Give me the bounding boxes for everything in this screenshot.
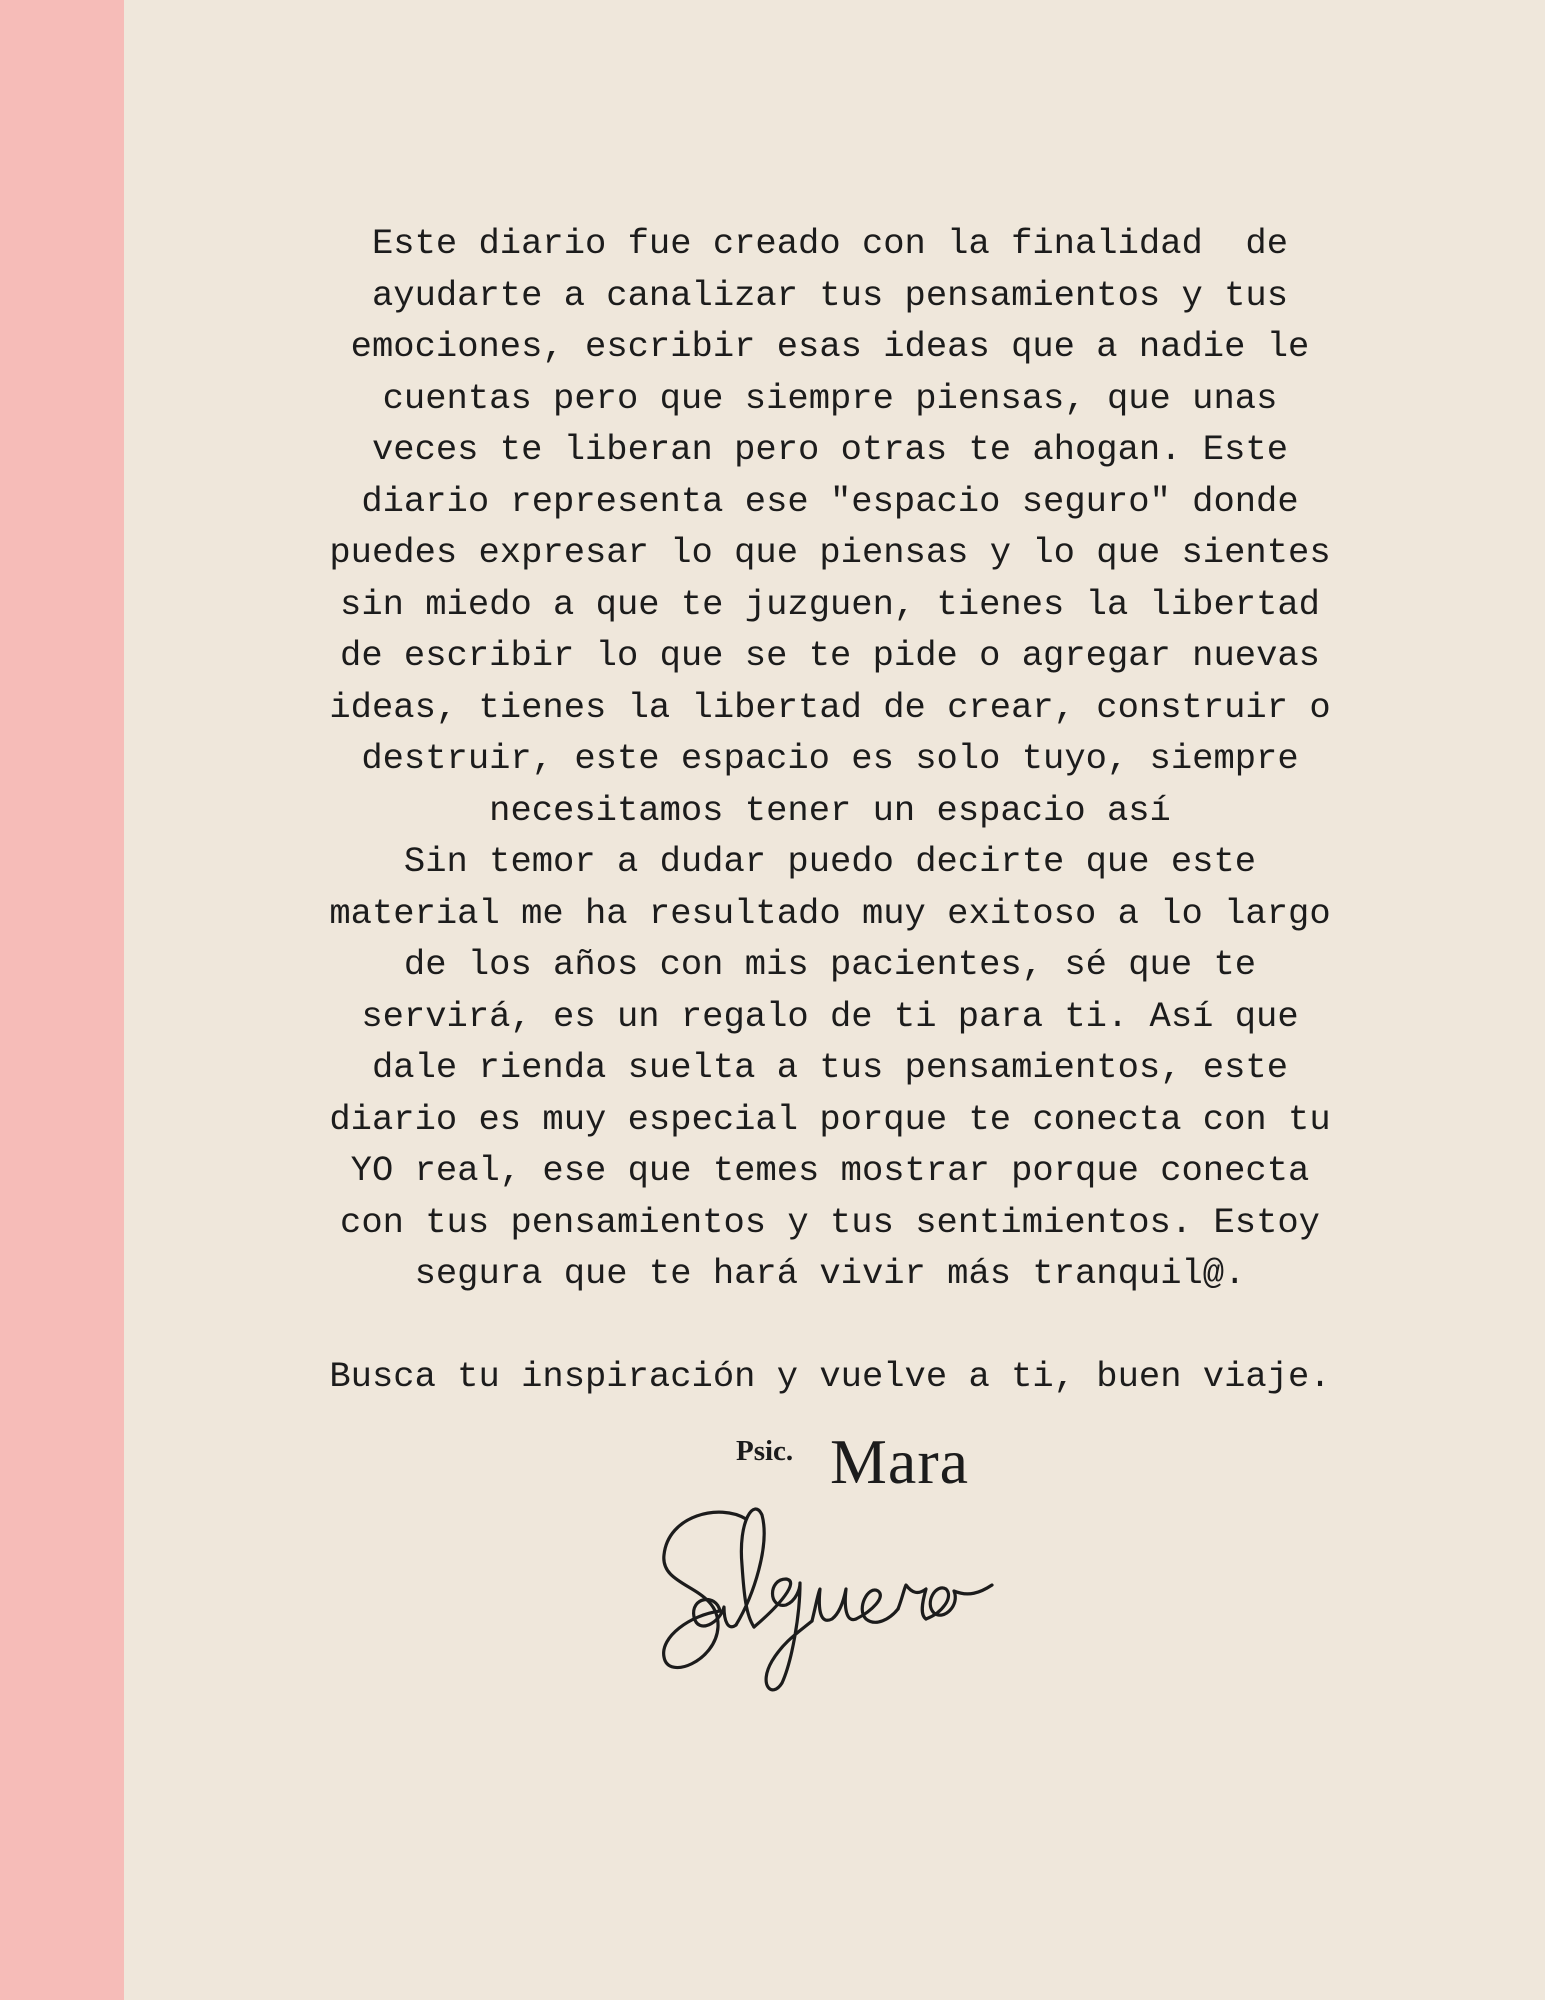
body-line: Este diario fue creado con la finalidad de bbox=[371, 223, 1289, 264]
body-line: puedes expresar lo que piensas y lo que sientes bbox=[329, 532, 1331, 573]
body-line: YO real, ese que temes mostrar porque conecta bbox=[350, 1150, 1310, 1191]
body-line: material me ha resultado muy exitoso a lo largo bbox=[329, 892, 1331, 934]
closing-line: Busca tu inspiración y vuelve a ti, buen viaje. bbox=[329, 1356, 1331, 1397]
body-line: dale rienda suelta a tus pensamientos, este bbox=[371, 1047, 1289, 1088]
body-line: ideas, tienes la libertad de crear, construir o bbox=[329, 686, 1331, 728]
signature bbox=[650, 1425, 1030, 1695]
body-line: ayudarte a canalizar tus pensamientos y tus bbox=[371, 274, 1289, 316]
signature-first-name: Mara bbox=[830, 1426, 970, 1497]
signature-script-salguero bbox=[650, 1485, 1030, 1695]
letter-body bbox=[270, 218, 1390, 1403]
body-line: necesitamos tener un espacio así bbox=[489, 789, 1171, 831]
body-line: sin miedo a que te juzguen, tienes la libertad bbox=[340, 583, 1320, 625]
body-line: servirá, es un regalo de ti para ti. Así que bbox=[361, 995, 1299, 1037]
body-line: Sin temor a dudar puedo decirte que este bbox=[403, 841, 1257, 882]
body-line: emociones, escribir esas ideas que a nadie le bbox=[350, 326, 1310, 367]
body-line: de los años con mis pacientes, sé que te bbox=[403, 944, 1257, 985]
body-line: diario es muy especial porque te conecta con tu bbox=[329, 1098, 1331, 1140]
body-line: cuentas pero que siempre piensas, que unas bbox=[382, 377, 1278, 419]
body-line: veces te liberan pero otras te ahogan. Este bbox=[371, 429, 1289, 470]
paragraph-gap bbox=[270, 1300, 1390, 1352]
side-stripe bbox=[0, 0, 124, 2000]
body-line: de escribir lo que se te pide o agregar nuevas bbox=[340, 635, 1320, 676]
body-line: segura que te hará vivir más tranquil@. bbox=[414, 1253, 1246, 1294]
body-line: con tus pensamientos y tus sentimientos. Estoy bbox=[340, 1201, 1320, 1243]
signature-prefix: Psic. bbox=[736, 1435, 794, 1467]
body-line: diario representa ese "espacio seguro" donde bbox=[361, 480, 1299, 522]
body-line: destruir, este espacio es solo tuyo, siempre bbox=[361, 738, 1299, 779]
